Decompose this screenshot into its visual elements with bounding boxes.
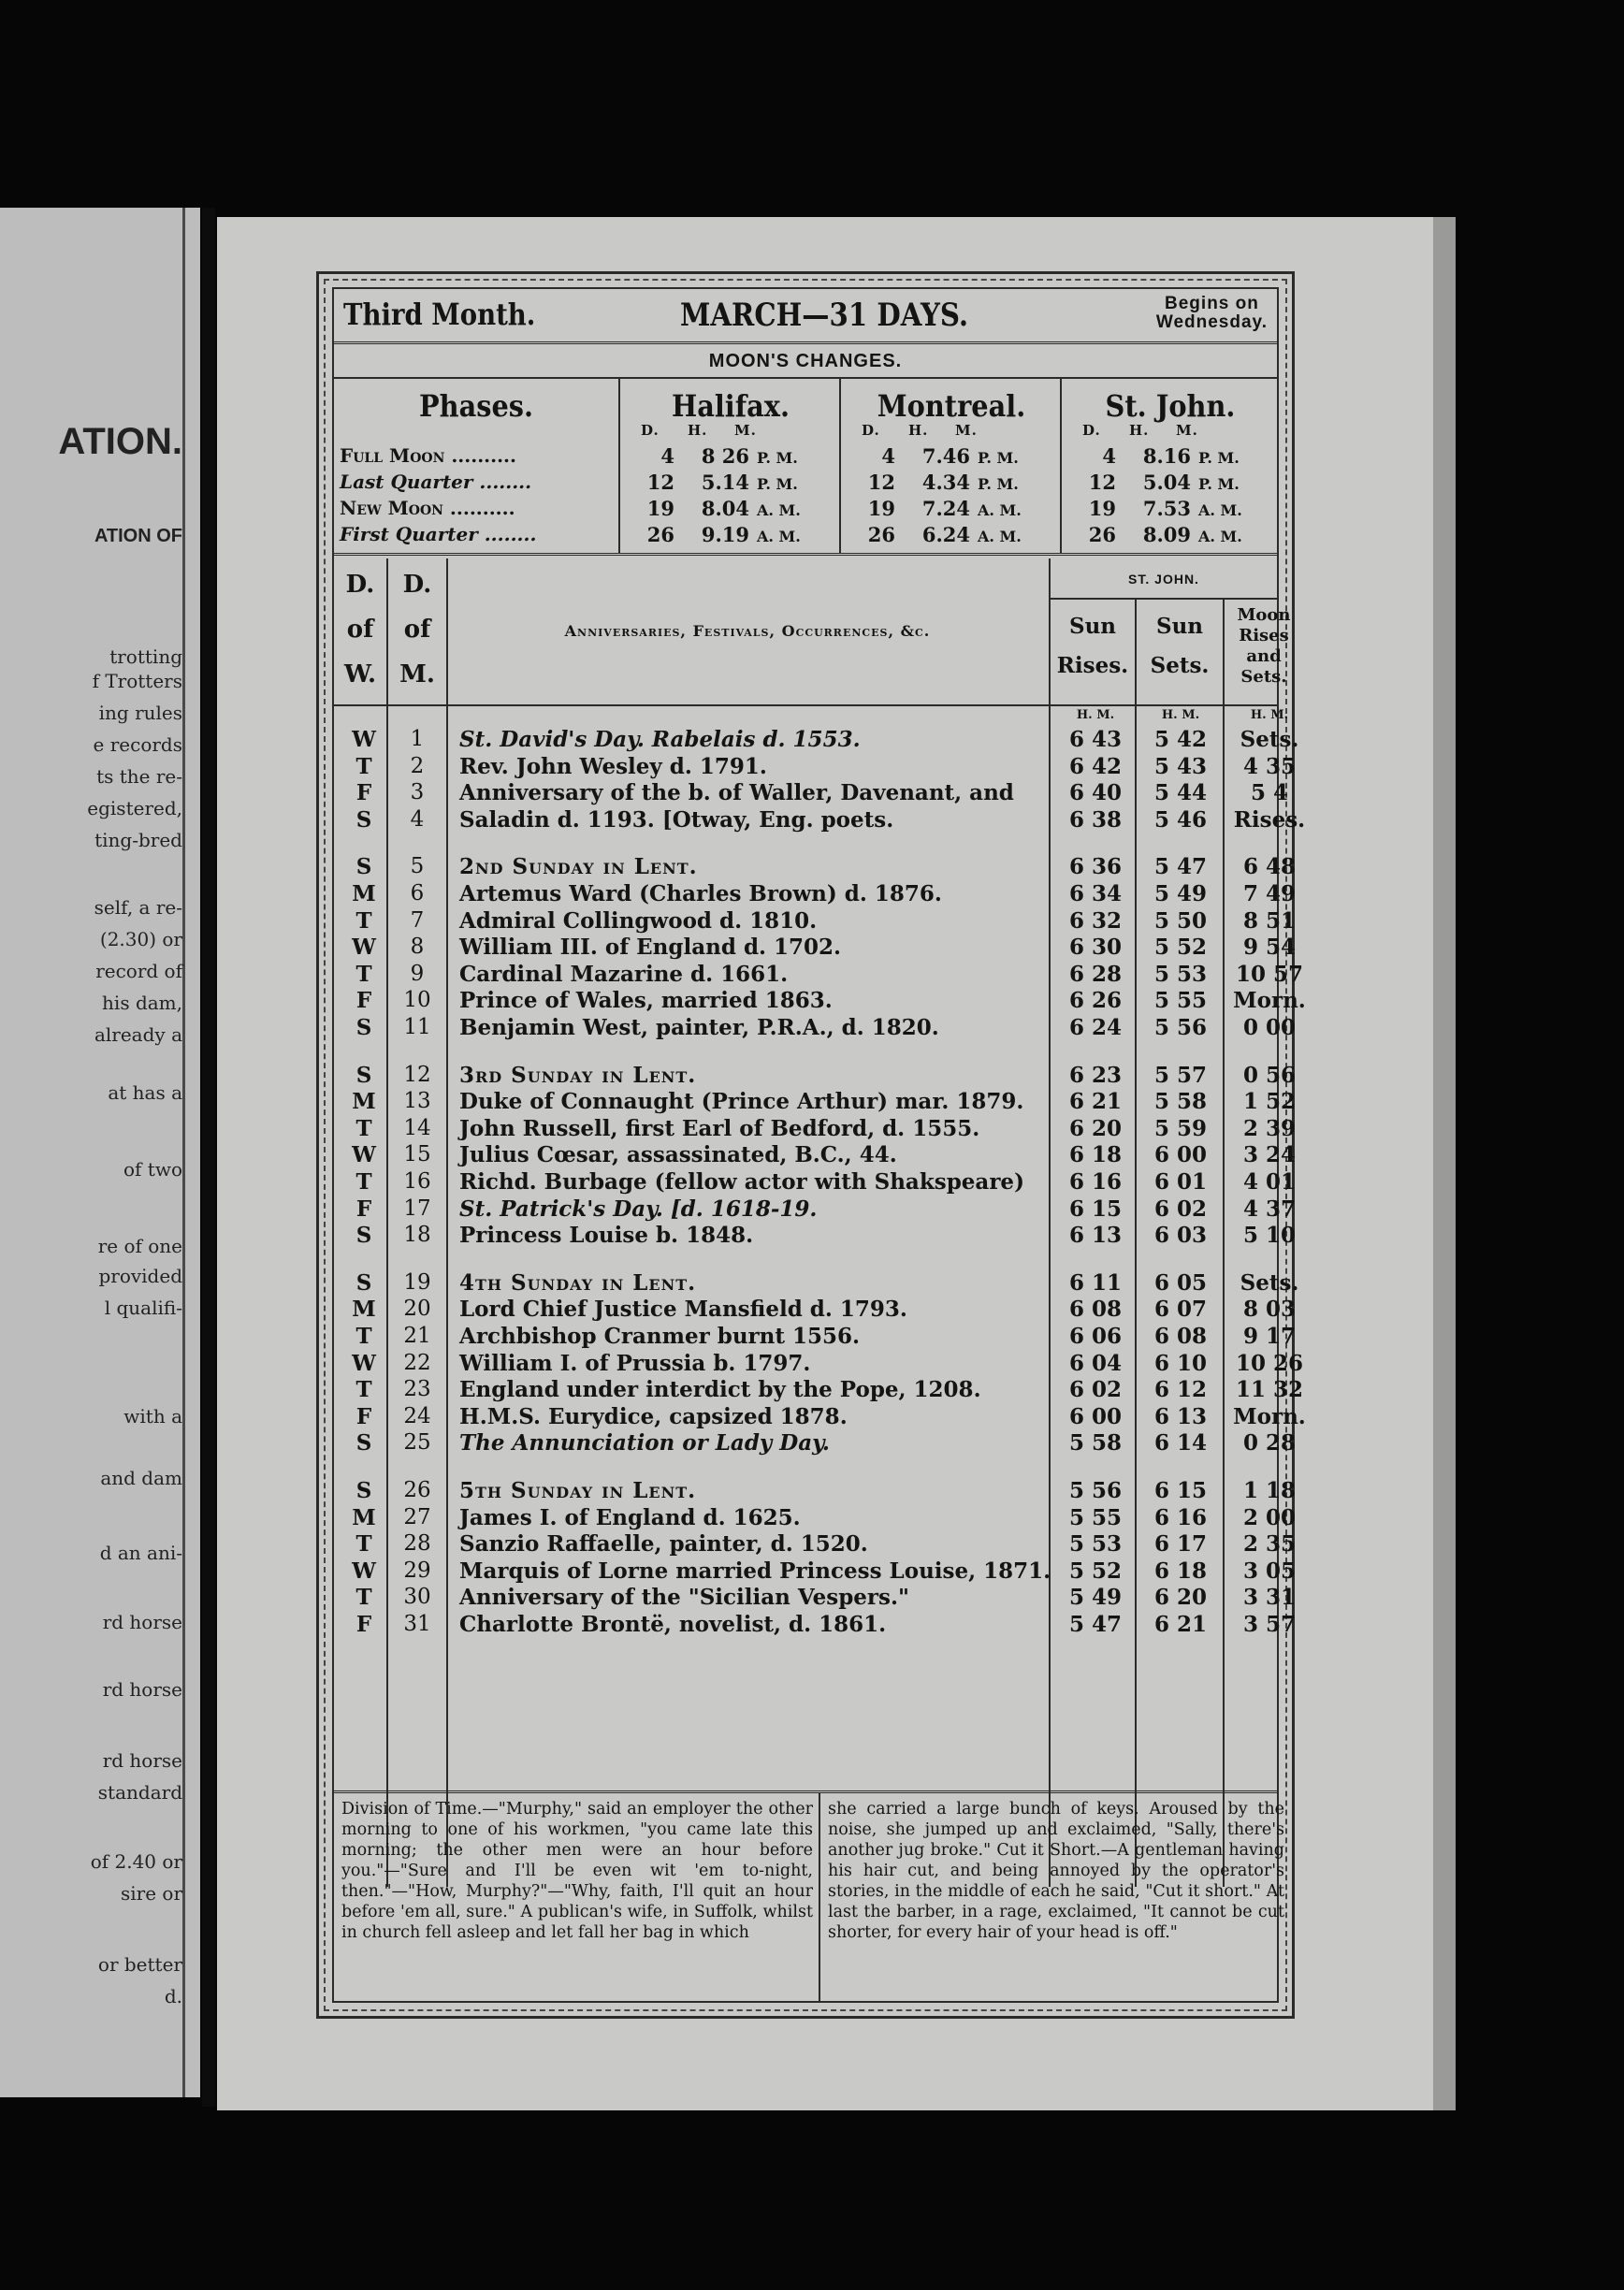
sun-sets: 5 47: [1153, 854, 1208, 880]
dhm-labels: D. H. M.: [641, 422, 757, 439]
day-row: [334, 1223, 1297, 1249]
page-gutter: [202, 208, 215, 2107]
moon-changes-title: MOON'S CHANGES.: [334, 345, 1277, 379]
sun-sets: 6 20: [1153, 1585, 1208, 1611]
sun-rises: 5 55: [1068, 1504, 1123, 1530]
phase-time-montreal: 19 7.24 A. M.: [867, 497, 1022, 520]
sun-rises: 5 56: [1068, 1478, 1123, 1503]
header-anniversaries: Anniversaries, Festivals, Occurrences, &c.: [564, 622, 931, 640]
moon-rises-sets: 10 26: [1235, 1350, 1304, 1376]
day-of-week: W: [352, 1558, 376, 1584]
moon-rises-sets: 8 51: [1242, 907, 1297, 934]
calendar-inner-frame: [332, 287, 1306, 2003]
sun-sets: 5 43: [1153, 753, 1208, 779]
event: Anniversary of the "Sicilian Vespers.": [459, 1585, 909, 1611]
phase-time-montreal: 26 6.24 A. M.: [867, 523, 1022, 546]
event: William III. of England d. 1702.: [459, 935, 842, 961]
moon-rises-sets: Rises.: [1233, 806, 1306, 833]
moon-rises-sets: 3 05: [1242, 1558, 1297, 1584]
day-of-month: 1: [410, 727, 425, 751]
day-row: [334, 1585, 1297, 1611]
sun-rises: 6 40: [1068, 780, 1123, 806]
header-day-of-month: D. of M.: [399, 571, 435, 688]
moon-rises-sets: 10 57: [1235, 961, 1304, 987]
sun-sets: 5 42: [1153, 727, 1208, 752]
event: St. Patrick's Day. [d. 1618-19.: [459, 1196, 818, 1222]
moon-rises-sets: 0 28: [1242, 1430, 1297, 1457]
day-of-week: M: [352, 1297, 376, 1323]
sun-rises: 6 32: [1068, 907, 1123, 934]
sun-rises: 6 34: [1068, 881, 1123, 906]
sun-rises: 6 26: [1068, 988, 1123, 1014]
moon-rises-sets: 3 24: [1242, 1142, 1297, 1168]
phase-time-stjohn: 26 8.09 A. M.: [1088, 523, 1242, 546]
day-row: [334, 1324, 1297, 1350]
event: Admiral Collingwood d. 1810.: [459, 907, 818, 934]
phase-time-halifax: 4 8 26 P. M.: [660, 444, 798, 468]
sun-sets: 5 57: [1153, 1062, 1208, 1088]
day-of-week: T: [355, 1169, 372, 1195]
sun-sets: 6 15: [1153, 1478, 1208, 1503]
event: Prince of Wales, married 1863.: [459, 988, 833, 1014]
day-of-week: T: [355, 907, 372, 934]
begins-on-label: [1156, 295, 1268, 332]
sun-rises: 6 28: [1068, 961, 1123, 987]
sun-sets: 5 55: [1153, 988, 1208, 1014]
day-of-week: M: [352, 1504, 376, 1530]
sun-rises: 6 16: [1068, 1169, 1123, 1195]
sun-rises: 6 43: [1068, 727, 1123, 752]
moon-rises-sets: 1 18: [1242, 1478, 1297, 1503]
day-of-month: 13: [403, 1089, 431, 1114]
moon-rises-sets: 4 01: [1242, 1169, 1297, 1195]
sun-sets: 6 05: [1153, 1269, 1208, 1296]
day-of-month: 15: [403, 1142, 431, 1167]
sun-sets: 6 02: [1153, 1196, 1208, 1222]
day-of-month: 27: [403, 1504, 431, 1529]
moon-rises-sets: Morn.: [1233, 1403, 1306, 1429]
event: St. David's Day. Rabelais d. 1553.: [459, 727, 861, 752]
day-row: [334, 1297, 1297, 1323]
sun-sets: 6 14: [1153, 1430, 1208, 1457]
sun-sets: 6 12: [1153, 1377, 1208, 1403]
left-page-fragment: rd horse: [102, 1749, 182, 1772]
sunday-row: [334, 854, 1297, 880]
event: Lord Chief Justice Mansfield d. 1793.: [459, 1297, 907, 1323]
sun-rises: 6 00: [1068, 1403, 1123, 1429]
sunday-row: [334, 1062, 1297, 1089]
left-page-fragment: of two: [123, 1158, 182, 1181]
sun-sets: 5 44: [1153, 780, 1208, 806]
day-row: [334, 881, 1297, 907]
header-st-john: ST. JOHN.: [1128, 572, 1199, 587]
event: Saladin d. 1193. [Otway, Eng. poets.: [459, 806, 894, 833]
sun-rises: 6 42: [1068, 753, 1123, 779]
sun-sets: 6 01: [1153, 1169, 1208, 1195]
hm-units-row: H. M. H. M. H. M.: [1076, 708, 1289, 722]
phase-time-montreal: 12 4.34 P. M.: [867, 471, 1019, 494]
day-of-month: 14: [403, 1115, 431, 1140]
day-row: [334, 1142, 1297, 1168]
day-row: [334, 1558, 1297, 1585]
left-page-fragment: provided: [98, 1265, 182, 1287]
left-page-fragment: trotting: [109, 645, 182, 668]
day-of-month: 19: [403, 1269, 431, 1295]
moon-rises-sets: 8 03: [1242, 1297, 1297, 1323]
sun-rises: 6 06: [1068, 1324, 1123, 1349]
day-row: [334, 935, 1297, 961]
moon-rises-sets: 9 17: [1242, 1324, 1297, 1349]
sun-sets: 6 21: [1153, 1612, 1208, 1637]
day-of-week: S: [355, 1269, 372, 1296]
city-header: Montreal.: [877, 388, 1026, 424]
event: England under interdict by the Pope, 1208.: [459, 1377, 981, 1403]
day-of-month: 4: [410, 806, 425, 832]
day-row: [334, 1169, 1297, 1196]
day-row: [334, 1015, 1297, 1041]
day-of-week: T: [355, 1115, 372, 1141]
event: The Annunciation or Lady Day.: [459, 1430, 830, 1457]
day-of-month: 18: [403, 1223, 431, 1248]
day-row: [334, 1377, 1304, 1403]
moon-rises-sets: 0 56: [1242, 1062, 1297, 1088]
sun-sets: 5 52: [1153, 935, 1208, 961]
sun-rises: 5 49: [1068, 1585, 1123, 1611]
day-of-week: S: [355, 1430, 372, 1457]
event: Duke of Connaught (Prince Arthur) mar. 1879.: [459, 1089, 1024, 1115]
sun-rises: 6 04: [1068, 1350, 1123, 1376]
moon-rises-sets: 4 37: [1242, 1196, 1297, 1222]
sun-rises: 5 53: [1068, 1531, 1123, 1558]
sunday-row: [334, 1478, 1297, 1504]
left-page-fragment: or better: [97, 1953, 182, 1976]
left-page-fragment: e records: [93, 733, 182, 756]
sun-sets: 5 46: [1153, 806, 1208, 833]
city-header: Halifax.: [672, 388, 790, 424]
left-page-fragment: with a: [123, 1405, 182, 1428]
city-header: St. John.: [1105, 388, 1236, 424]
sun-sets: 6 07: [1153, 1297, 1208, 1323]
left-page-fragment: at has a: [108, 1081, 182, 1104]
phase-time-stjohn: 4 8.16 P. M.: [1102, 444, 1240, 468]
moon-rises-sets: 2 35: [1242, 1531, 1297, 1558]
day-of-month: 12: [403, 1062, 431, 1087]
phase-time-stjohn: 12 5.04 P. M.: [1088, 471, 1240, 494]
moon-rises-sets: 6 48: [1242, 854, 1297, 880]
sun-sets: 6 16: [1153, 1504, 1208, 1530]
sun-rises: 6 21: [1068, 1089, 1123, 1115]
left-facing-page: [0, 208, 200, 2097]
day-of-week: T: [355, 1531, 372, 1558]
sun-rises: 6 30: [1068, 935, 1123, 961]
left-page-fragment: ATION OF: [94, 526, 182, 546]
left-page-fragment: d an ani-: [99, 1542, 182, 1564]
day-of-week: T: [355, 1377, 372, 1403]
left-page-fragment: self, a re-: [94, 896, 182, 919]
month-title: MARCH—31 DAYS.: [680, 297, 969, 334]
left-page-fragment: (2.30) or: [99, 928, 182, 950]
left-page-fragment: rd horse: [102, 1678, 182, 1701]
sun-sets: 5 56: [1153, 1015, 1208, 1040]
sun-sets: 6 10: [1153, 1350, 1208, 1376]
phases-header: Phases.: [418, 388, 534, 424]
moon-rises-sets: Sets.: [1240, 1269, 1299, 1296]
left-page-fragment: record of: [95, 960, 182, 982]
third-month-label: Third Month.: [343, 297, 536, 332]
day-of-week: S: [355, 806, 372, 833]
event: Marquis of Lorne married Princess Louise, 1871.: [459, 1558, 1051, 1584]
day-of-month: 6: [410, 881, 425, 906]
left-page-fragment: ing rules: [98, 702, 182, 724]
anecdote-cut-it-short: she carried a large bunch of keys. Aroused by the noise, she jumped up and exclaimed, "Sally, there's another jug broke." Cut it Short.—A gentleman having his hair cut, and being annoyed by the operator's stories, in the middle of each he said, "Cut it short." At last the barber, in a rage, exclaimed, "It cannot be cut shorter, for every hair of your head is off.": [828, 1800, 1284, 1942]
event: John Russell, first Earl of Bedford, d. 1555.: [459, 1115, 980, 1141]
sun-sets: 5 49: [1153, 881, 1208, 906]
day-row: [334, 780, 1288, 806]
day-of-month: 11: [403, 1015, 431, 1039]
sun-sets: 5 53: [1153, 961, 1208, 987]
day-of-month: 21: [403, 1324, 431, 1348]
sun-rises: 6 13: [1068, 1223, 1123, 1249]
event: Rev. John Wesley d. 1791.: [459, 753, 767, 779]
sun-rises: 6 11: [1068, 1269, 1123, 1296]
anniversaries-table: [334, 558, 1306, 1887]
day-of-month: 28: [403, 1531, 431, 1557]
day-of-week: M: [352, 881, 376, 906]
day-of-month: 31: [403, 1612, 431, 1636]
day-of-month: 9: [410, 961, 425, 986]
day-of-week: S: [355, 1015, 372, 1040]
sun-rises: 6 18: [1068, 1142, 1123, 1168]
event: Artemus Ward (Charles Brown) d. 1876.: [459, 881, 942, 906]
event: James I. of England d. 1625.: [459, 1504, 801, 1530]
day-of-month: 26: [403, 1478, 431, 1502]
moon-rises-sets: 2 39: [1242, 1115, 1297, 1141]
day-of-week: F: [355, 1196, 372, 1222]
anecdotes-footer: [334, 1790, 1284, 2001]
day-row: [334, 961, 1304, 988]
moon-changes-table: [334, 379, 1277, 556]
left-page-fragment: sire or: [120, 1882, 182, 1905]
day-row: [334, 1430, 1297, 1457]
event: 2nd Sunday in Lent.: [459, 854, 698, 880]
moon-rises-sets: 2 00: [1242, 1504, 1297, 1530]
day-of-week: S: [355, 1223, 372, 1249]
event: Benjamin West, painter, P.R.A., d. 1820.: [459, 1015, 939, 1040]
sun-rises: 6 15: [1068, 1196, 1123, 1222]
day-of-month: 30: [403, 1585, 431, 1610]
phase-time-stjohn: 19 7.53 A. M.: [1088, 497, 1242, 520]
day-of-month: 3: [410, 780, 425, 805]
event: Sanzio Raffaelle, painter, d. 1520.: [459, 1531, 868, 1558]
header-sun-rises: Sun Rises.: [1056, 614, 1129, 678]
event: William I. of Prussia b. 1797.: [459, 1350, 811, 1376]
header-moon-rises-sets: Moon Rises and Sets.: [1237, 605, 1291, 687]
day-of-month: 7: [410, 907, 425, 933]
day-of-week: F: [355, 988, 372, 1014]
left-page-fragment: already a: [94, 1023, 182, 1046]
sunday-row: [334, 1269, 1299, 1297]
moon-rises-sets: 5 10: [1242, 1223, 1297, 1249]
calendar-frame: [316, 271, 1306, 2019]
st-john-underline: [1051, 598, 1277, 600]
event: H.M.S. Eurydice, capsized 1878.: [459, 1403, 848, 1429]
header-day-of-week: D. of W.: [343, 571, 377, 688]
sun-sets: 6 00: [1153, 1142, 1208, 1168]
day-of-month: 25: [403, 1430, 431, 1456]
phase-row-label: Full Moon ..........: [340, 444, 516, 467]
day-of-week: T: [355, 961, 372, 987]
event: Cardinal Mazarine d. 1661.: [459, 961, 789, 987]
day-of-week: W: [352, 935, 376, 961]
event: Charlotte Brontë, novelist, d. 1861.: [459, 1612, 887, 1637]
day-row: [334, 806, 1306, 833]
left-page-fragment: re of one: [97, 1235, 182, 1257]
day-of-week: T: [355, 1585, 372, 1611]
phase-time-montreal: 4 7.46 P. M.: [881, 444, 1019, 468]
day-of-month: 20: [403, 1297, 431, 1322]
sun-rises: 5 47: [1068, 1612, 1123, 1637]
phase-time-halifax: 19 8.04 A. M.: [646, 497, 801, 520]
day-of-month: 17: [403, 1196, 431, 1221]
moon-rises-sets: 11 32: [1235, 1377, 1304, 1403]
event: Princess Louise b. 1848.: [459, 1223, 754, 1249]
phase-time-halifax: 12 5.14 P. M.: [646, 471, 798, 494]
event: 3rd Sunday in Lent.: [459, 1062, 697, 1088]
day-of-week: S: [355, 1478, 372, 1503]
sun-sets: 6 08: [1153, 1324, 1208, 1349]
left-page-fragment: ATION.: [58, 421, 182, 462]
event: 4th Sunday in Lent.: [459, 1269, 697, 1296]
left-page-fragment: his dam,: [102, 992, 182, 1014]
sun-rises: 6 08: [1068, 1297, 1123, 1323]
sun-sets: 6 13: [1153, 1403, 1208, 1429]
left-page-text-column: [0, 208, 185, 2097]
day-of-week: S: [355, 854, 372, 880]
begins-line-1: Begins on: [1165, 294, 1259, 313]
sun-rises: 6 02: [1068, 1377, 1123, 1403]
day-row: [334, 1115, 1297, 1142]
day-of-month: 22: [403, 1350, 431, 1375]
day-of-month: 2: [410, 753, 425, 778]
event: Anniversary of the b. of Waller, Davenant, and: [459, 780, 1014, 806]
event: Julius Cœsar, assassinated, B.C., 44.: [459, 1142, 897, 1168]
sun-rises: 6 38: [1068, 806, 1123, 833]
day-row: [334, 1403, 1306, 1430]
left-page-fragment: l qualifi-: [104, 1297, 182, 1319]
moon-rises-sets: 9 54: [1242, 935, 1297, 961]
left-page-fragment: standard: [97, 1781, 182, 1804]
day-of-month: 29: [403, 1558, 431, 1583]
sun-rises: 6 24: [1068, 1015, 1123, 1040]
dhm-labels: D. H. M.: [1082, 422, 1198, 439]
day-of-week: W: [352, 1350, 376, 1376]
day-of-month: 16: [403, 1169, 431, 1194]
header-sun-sets: Sun Sets.: [1150, 614, 1210, 678]
moon-rises-sets: 4 35: [1242, 753, 1297, 779]
begins-line-2: Wednesday.: [1155, 312, 1268, 332]
left-page-fragment: ting-bred: [94, 829, 182, 851]
sun-rises: 6 20: [1068, 1115, 1123, 1141]
phase-time-halifax: 26 9.19 A. M.: [646, 523, 801, 546]
moon-rises-sets: Morn.: [1233, 988, 1306, 1014]
day-row: [334, 988, 1306, 1014]
moon-rises-sets: 3 31: [1242, 1585, 1297, 1611]
sun-sets: 5 50: [1153, 907, 1208, 934]
day-row: [334, 1089, 1297, 1115]
day-row: [334, 1531, 1297, 1558]
month-header: [334, 289, 1277, 344]
sun-rises: 6 23: [1068, 1062, 1123, 1088]
dhm-labels: D. H. M.: [862, 422, 978, 439]
phase-row-label: First Quarter ........: [340, 523, 537, 545]
page-edge: [1433, 217, 1456, 2110]
day-of-month: 23: [403, 1377, 431, 1402]
day-row: [334, 727, 1299, 753]
moon-rises-sets: 3 57: [1242, 1612, 1297, 1637]
moon-rises-sets: 7 49: [1242, 881, 1297, 906]
moon-rises-sets: 5 4: [1250, 780, 1288, 806]
sun-sets: 5 59: [1153, 1115, 1208, 1141]
moon-rises-sets: Sets.: [1240, 727, 1299, 752]
day-of-week: T: [355, 753, 372, 779]
event: 5th Sunday in Lent.: [459, 1478, 697, 1503]
footer-divider: [819, 1793, 820, 2001]
left-page-fragment: of 2.40 or: [90, 1850, 182, 1873]
day-of-week: W: [352, 727, 376, 752]
day-row: [334, 753, 1297, 780]
day-of-month: 10: [403, 988, 431, 1013]
day-of-week: F: [355, 1612, 372, 1637]
sun-sets: 6 17: [1153, 1531, 1208, 1558]
day-of-week: S: [355, 1062, 372, 1088]
moon-rises-sets: 0 00: [1242, 1015, 1297, 1040]
phase-row-label: New Moon ..........: [340, 497, 515, 519]
day-of-month: 24: [403, 1403, 431, 1428]
event: Richd. Burbage (fellow actor with Shakspeare): [459, 1169, 1024, 1195]
day-of-week: W: [352, 1142, 376, 1168]
left-page-fragment: egistered,: [87, 797, 182, 819]
sun-sets: 6 18: [1153, 1558, 1208, 1584]
day-row: [334, 1350, 1304, 1377]
day-row: [334, 1196, 1297, 1223]
day-of-week: M: [352, 1089, 376, 1115]
day-row: [334, 1504, 1297, 1531]
phase-row-label: Last Quarter ........: [340, 471, 532, 493]
left-page-fragment: and dam: [100, 1467, 182, 1489]
sun-rises: 5 58: [1068, 1430, 1123, 1457]
day-of-month: 5: [410, 854, 425, 879]
day-row: [334, 1612, 1297, 1638]
sun-rises: 5 52: [1068, 1558, 1123, 1584]
sun-sets: 6 03: [1153, 1223, 1208, 1249]
day-of-week: F: [355, 780, 372, 806]
moon-rises-sets: 1 52: [1242, 1089, 1297, 1115]
anecdote-division-of-time: Division of Time.—"Murphy," said an employer the other morning to one of his workmen, "you came late this morning; the other men were an hour before you."—"Sure and I'll be even wit 'em to-night, then."—"How, Murphy?"—"Why, faith, I'll quit an hour before 'em all, sure." A publican's wife, in Suffolk, whilst in church fell asleep and let fall her bag in which: [341, 1800, 813, 1942]
day-of-month: 8: [410, 935, 425, 960]
day-of-week: T: [355, 1324, 372, 1349]
sun-sets: 5 58: [1153, 1089, 1208, 1115]
left-page-fragment: ts the re-: [96, 765, 182, 788]
day-of-week: F: [355, 1403, 372, 1429]
event: Archbishop Cranmer burnt 1556.: [459, 1324, 861, 1349]
left-page-fragment: rd horse: [102, 1611, 182, 1633]
day-row: [334, 907, 1297, 935]
left-page-fragment: d.: [164, 1985, 182, 2007]
sun-rises: 6 36: [1068, 854, 1123, 880]
left-page-fragment: f Trotters: [92, 670, 182, 692]
